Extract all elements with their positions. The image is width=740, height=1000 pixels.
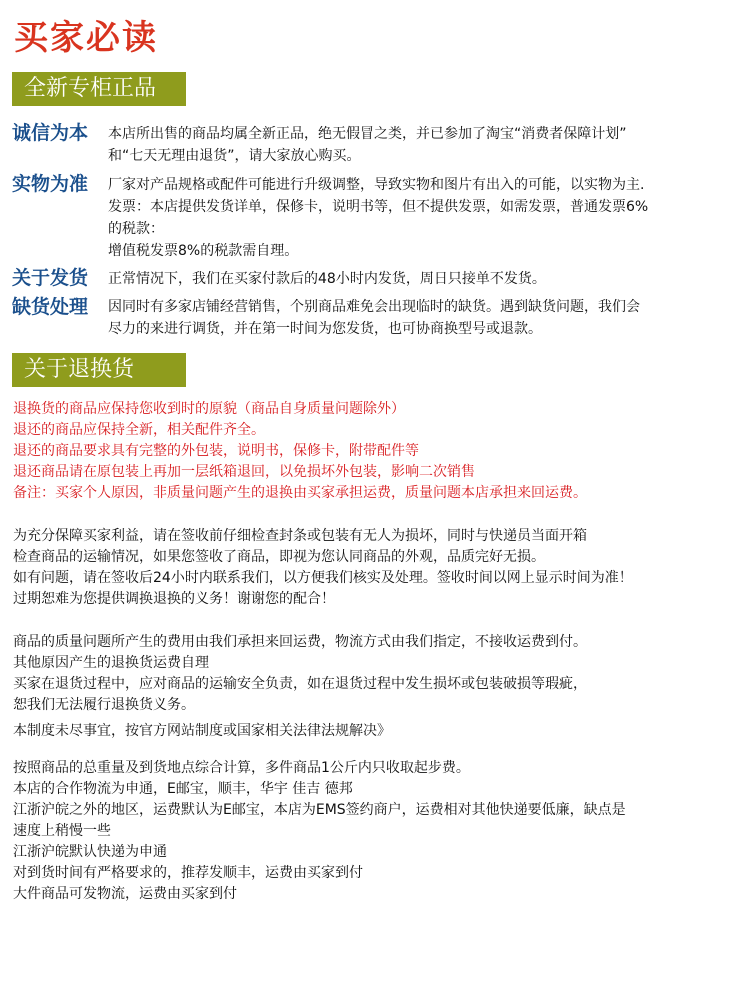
section-heading-genuine: 全新专柜正品 — [12, 72, 186, 106]
inspection-paragraph — [13, 526, 633, 610]
text-line: 和“七天无理由退货”，请大家放心购买。 — [108, 148, 361, 164]
text-line: 买家在退货过程中，应对商品的运输安全负责，如在退货过程中发生损坏或包装破损等瑕疵， — [13, 676, 587, 692]
text-line: 正常情况下，我们在买家付款后的48小时内发货，周日只接单不发货。 — [108, 271, 546, 287]
text-line: 检查商品的运输情况，如果您签收了商品，即视为您认同商品的外观，品质完好无损。 — [13, 549, 545, 565]
shipping-paragraph — [13, 758, 626, 905]
rule-line: 退换货的商品应保持您收到时的原貌（商品自身质量问题除外） — [13, 401, 405, 417]
text-line: 速度上稍慢一些 — [13, 823, 111, 839]
rule-line: 退还的商品要求具有完整的外包装，说明书，保修卡，附带配件等 — [13, 443, 419, 459]
text-line: 按照商品的总重量及到货地点综合计算，多件商品1公斤内只收取起步费。 — [13, 760, 470, 776]
text-line: 恕我们无法履行退换货义务。 — [13, 697, 195, 713]
text-line: 因同时有多家店铺经营销售，个别商品难免会出现临时的缺货。遇到缺货问题，我们会 — [108, 299, 640, 315]
text-line: 本店的合作物流为申通，E邮宝，顺丰，华宇 佳吉 德邦 — [13, 781, 353, 797]
label-out-of-stock: 缺货处理 — [12, 296, 89, 318]
text-line: 增值税发票8%的税款需自理。 — [108, 243, 299, 259]
text-line: 对到货时间有严格要求的，推荐发顺丰，运费由买家到付 — [13, 865, 363, 881]
text-line: 的税款： — [108, 221, 164, 237]
label-integrity: 诚信为本 — [12, 122, 89, 144]
paragraph-out-of-stock — [108, 296, 640, 340]
rule-line: 备注：买家个人原因，非质量问题产生的退换由买家承担运费，质量问题本店承担来回运费。 — [13, 485, 587, 501]
policy-note — [13, 721, 391, 742]
paragraph-integrity — [108, 123, 627, 167]
page-title: 买家必读 — [14, 18, 158, 58]
label-actual-product: 实物为准 — [12, 173, 89, 195]
paragraph-actual-product — [108, 174, 648, 262]
text-line: 为充分保障买家利益，请在签收前仔细检查封条或包装有无人为损坏，同时与快递员当面开箱 — [13, 528, 587, 544]
rule-line: 退还商品请在原包装上再加一层纸箱退回，以免损坏外包装，影响二次销售 — [13, 464, 475, 480]
return-rules — [13, 399, 587, 504]
text-line: 大件商品可发物流，运费由买家到付 — [13, 886, 237, 902]
text-line: 商品的质量问题所产生的费用由我们承担来回运费，物流方式由我们指定，不接收运费到付。 — [13, 634, 587, 650]
text-line: 发票：本店提供发货详单，保修卡，说明书等，但不提供发票，如需发票，普通发票6% — [108, 199, 649, 215]
text-line: 本制度未尽事宜，按官方网站制度或国家相关法律法规解决》 — [13, 723, 391, 739]
text-line: 厂家对产品规格或配件可能进行升级调整，导致实物和图片有出入的可能，以实物为主. — [108, 177, 645, 193]
text-line: 本店所出售的商品均属全新正品，绝无假冒之类，并已参加了淘宝“消费者保障计划” — [108, 126, 627, 142]
text-line: 江浙沪皖默认快递为申通 — [13, 844, 167, 860]
text-line: 如有问题，请在签收后24小时内联系我们，以方便我们核实及处理。签收时间以网上显示时间为准！ — [13, 570, 633, 586]
text-line: 江浙沪皖之外的地区，运费默认为E邮宝，本店为EMS签约商户，运费相对其他快递要低廉，缺点是 — [13, 802, 626, 818]
rule-line: 退还的商品应保持全新，相关配件齐全。 — [13, 422, 265, 438]
text-line: 其他原因产生的退换货运费自理 — [13, 655, 209, 671]
freight-paragraph — [13, 632, 587, 716]
text-line: 尽力的来进行调货，并在第一时间为您发货，也可协商换型号或退款。 — [108, 321, 542, 337]
text-line: 过期恕难为您提供调换退换的义务！谢谢您的配合！ — [13, 591, 335, 607]
paragraph-shipping — [108, 268, 546, 290]
section-heading-returns: 关于退换货 — [12, 353, 186, 387]
label-shipping: 关于发货 — [12, 267, 89, 289]
